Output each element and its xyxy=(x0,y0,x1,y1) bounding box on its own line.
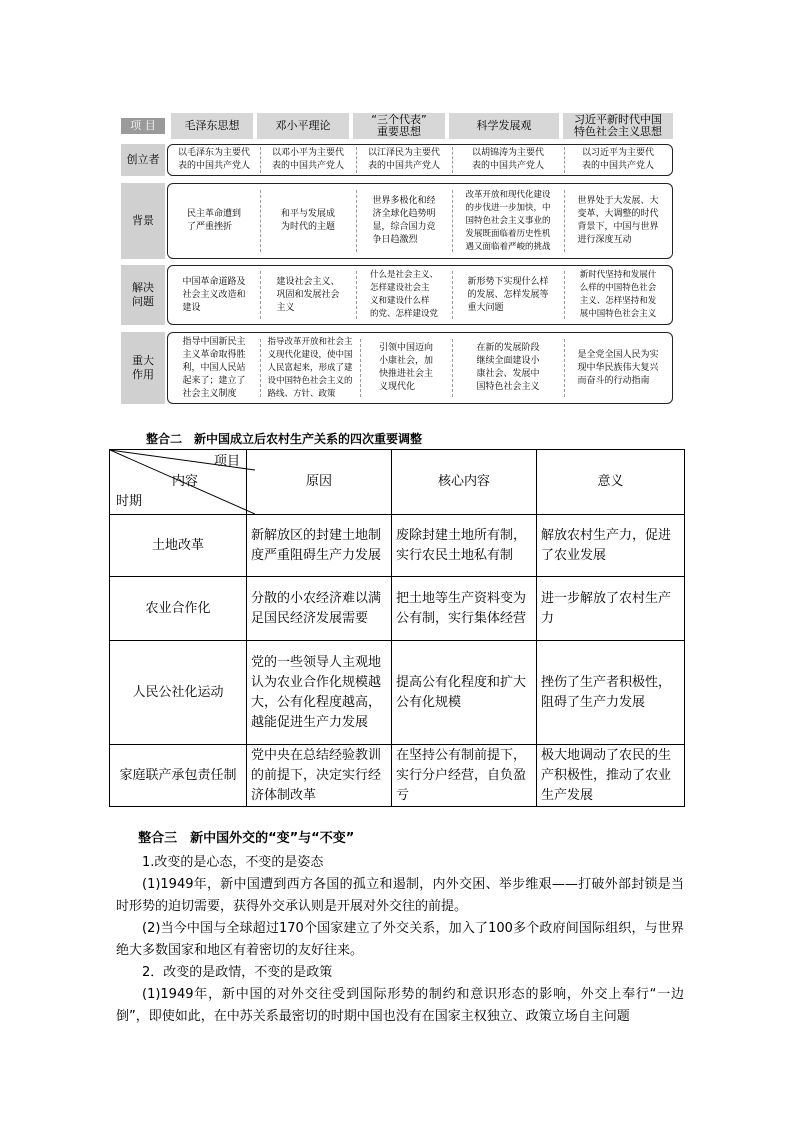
row-period: 农业合作化 xyxy=(110,577,247,641)
row-meaning: 解放农村生产力，促进了农业发展 xyxy=(537,515,685,577)
row-core: 提高公有化程度和扩大公有化规模 xyxy=(392,641,537,745)
section2-title: 整合二 新中国成立后农村生产关系的四次重要调整 xyxy=(146,432,423,446)
grid-cell: 在新的发展阶段 继续全面建设小 康社会、发展中 国特色社会主义 xyxy=(476,343,540,392)
header-period: 时期 xyxy=(116,494,143,509)
row-label: 创立者 xyxy=(121,144,165,176)
grid-cell: 民主革命遭到 了严重挫折 xyxy=(186,209,241,232)
grid-col-header: 毛泽东思想 xyxy=(171,113,253,139)
grid-cell: 以江泽民为主要代 表的中国共产党人 xyxy=(367,148,440,171)
theory-comparison-grid xyxy=(121,113,673,399)
header-reason: 原因 xyxy=(247,450,392,515)
table-row xyxy=(110,577,685,641)
diagonal-header-cell xyxy=(110,450,247,515)
row-box xyxy=(167,183,673,259)
row-box xyxy=(167,144,673,176)
table-row xyxy=(110,745,685,807)
grid-cell: 是全党全国人民为实 现中华民族伟大复兴 而奋斗的行动指南 xyxy=(577,349,659,386)
row-period: 土地改革 xyxy=(110,515,247,577)
row-reason: 新解放区的封建土地制度严重阻碍生产力发展 xyxy=(247,515,392,577)
grid-cell: 世界多极化和经 济全球化趋势明 显，综合国力竞 争日趋激烈 xyxy=(372,196,436,245)
grid-cell: 建设社会主义、 巩固和发展社会 主义 xyxy=(276,276,340,313)
grid-cell: 中国革命道路及 社会主义改造和 建设 xyxy=(182,276,246,313)
rural-relations-table xyxy=(109,449,685,807)
row-meaning: 挫伤了生产者积极性，阻碍了生产力发展 xyxy=(537,641,685,745)
grid-header-label: 项 目 xyxy=(121,118,165,134)
grid-cell: 指导改革开放和社会主 义现代化建设，使中国 人民富起来，形成了建 设中国特色社会主义的 路线、方针、政策 xyxy=(267,336,353,399)
table-row xyxy=(110,515,685,577)
section3 xyxy=(116,828,684,1028)
row-core: 在坚持公有制前提下，实行分户经营，自负盈亏 xyxy=(392,745,537,807)
row-label: 解决 问题 xyxy=(121,265,165,325)
grid-row-impact xyxy=(121,332,673,404)
table-header-row xyxy=(110,450,685,515)
grid-row-background xyxy=(121,183,673,259)
grid-cell: 改革开放和现代化建设 的步伐进一步加快，中 国特色社会主义事业的 发展既面临着历史性机 遇又面临着严峻的挑战 xyxy=(465,189,551,252)
grid-col-header: “三个代表” 重要思想 xyxy=(353,113,445,139)
header-meaning: 意义 xyxy=(537,450,685,515)
row-reason: 分散的小农经济难以满足国民经济发展需要 xyxy=(247,577,392,641)
header-item: 项目 xyxy=(213,454,240,469)
grid-cell: 新时代坚持和发展什 么样的中国特色社会 主义、怎样坚持和发 展中国特色社会主义 xyxy=(579,270,657,319)
header-core: 核心内容 xyxy=(392,450,537,515)
row-label: 重大 作用 xyxy=(121,332,165,404)
paragraph: (2)当今中国与全球超过170个国家建立了外交关系，加入了100多个政府间国际组织，与世界绝大多数国家和地区有着密切的友好往来。 xyxy=(116,921,684,958)
row-meaning: 进一步解放了农村生产力 xyxy=(537,577,685,641)
section3-title: 整合三 新中国外交的“变”与“不变” xyxy=(138,831,355,846)
grid-cell: 和平与发展成 为时代的主题 xyxy=(280,209,335,232)
row-label: 背景 xyxy=(121,183,165,259)
grid-row-problem xyxy=(121,265,673,325)
grid-cell: 新形势下实现什么样 的发展、怎样发展等 重大问题 xyxy=(467,276,549,313)
row-box xyxy=(167,332,673,404)
row-reason: 党中央在总结经验教训的前提下，决定实行经济体制改革 xyxy=(247,745,392,807)
grid-col-header: 邓小平理论 xyxy=(257,113,349,139)
grid-col-header: 习近平新时代中国 特色社会主义思想 xyxy=(563,113,673,139)
header-content: 内容 xyxy=(172,474,199,489)
table-row xyxy=(110,641,685,745)
paragraph: 1.改变的是心态，不变的是姿态 xyxy=(142,855,324,870)
grid-cell: 什么是社会主义、 怎样建设社会主 义和建设什么样 的党、怎样建设党 xyxy=(369,270,438,319)
grid-cell: 以毛泽东为主要代 表的中国共产党人 xyxy=(177,148,250,171)
row-core: 废除封建土地所有制，实行农民土地私有制 xyxy=(392,515,537,577)
row-meaning: 极大地调动了农民的生产积极性，推动了农业生产发展 xyxy=(537,745,685,807)
row-period: 家庭联产承包责任制 xyxy=(110,745,247,807)
grid-row-founder xyxy=(121,144,673,176)
row-period: 人民公社化运动 xyxy=(110,641,247,745)
grid-col-header: 科学发展观 xyxy=(449,113,559,139)
paragraph: 2．改变的是政情，不变的是政策 xyxy=(142,965,333,980)
row-core: 把土地等生产资料变为公有制，实行集体经营 xyxy=(392,577,537,641)
grid-header-row xyxy=(121,113,673,139)
grid-cell: 以邓小平为主要代 表的中国共产党人 xyxy=(271,148,344,171)
row-box xyxy=(167,265,673,325)
row-reason: 党的一些领导人主观地认为农业合作化规模越大，公有化程度越高，越能促进生产力发展 xyxy=(247,641,392,745)
grid-cell: 以胡锦涛为主要代 表的中国共产党人 xyxy=(471,148,544,171)
grid-cell: 引领中国迈向 小康社会，加 快推进社会主 义现代化 xyxy=(378,343,433,392)
grid-cell: 世界处于大发展、大 变革、大调整的时代 背景下，中国与世界 进行深度互动 xyxy=(577,196,659,245)
paragraph: (1)1949年，新中国遭到西方各国的孤立和遏制，内外交困、举步维艰——打破外部封锁是当时形势的迫切需要，获得外交承认则是开展对外交往的前提。 xyxy=(116,877,684,914)
grid-cell: 指导中国新民主 主义革命取得胜 利，中国人民站 起来了；建立了 社会主义制度 xyxy=(182,336,246,399)
grid-cell: 以习近平为主要代 表的中国共产党人 xyxy=(581,148,654,171)
paragraph: (1)1949年，新中国的对外交往受到国际形势的制约和意识形态的影响，外交上奉行“一边倒”，即使如此，在中苏关系最密切的时期中国也没有在国家主权独立、政策立场自主问题 xyxy=(116,987,684,1024)
